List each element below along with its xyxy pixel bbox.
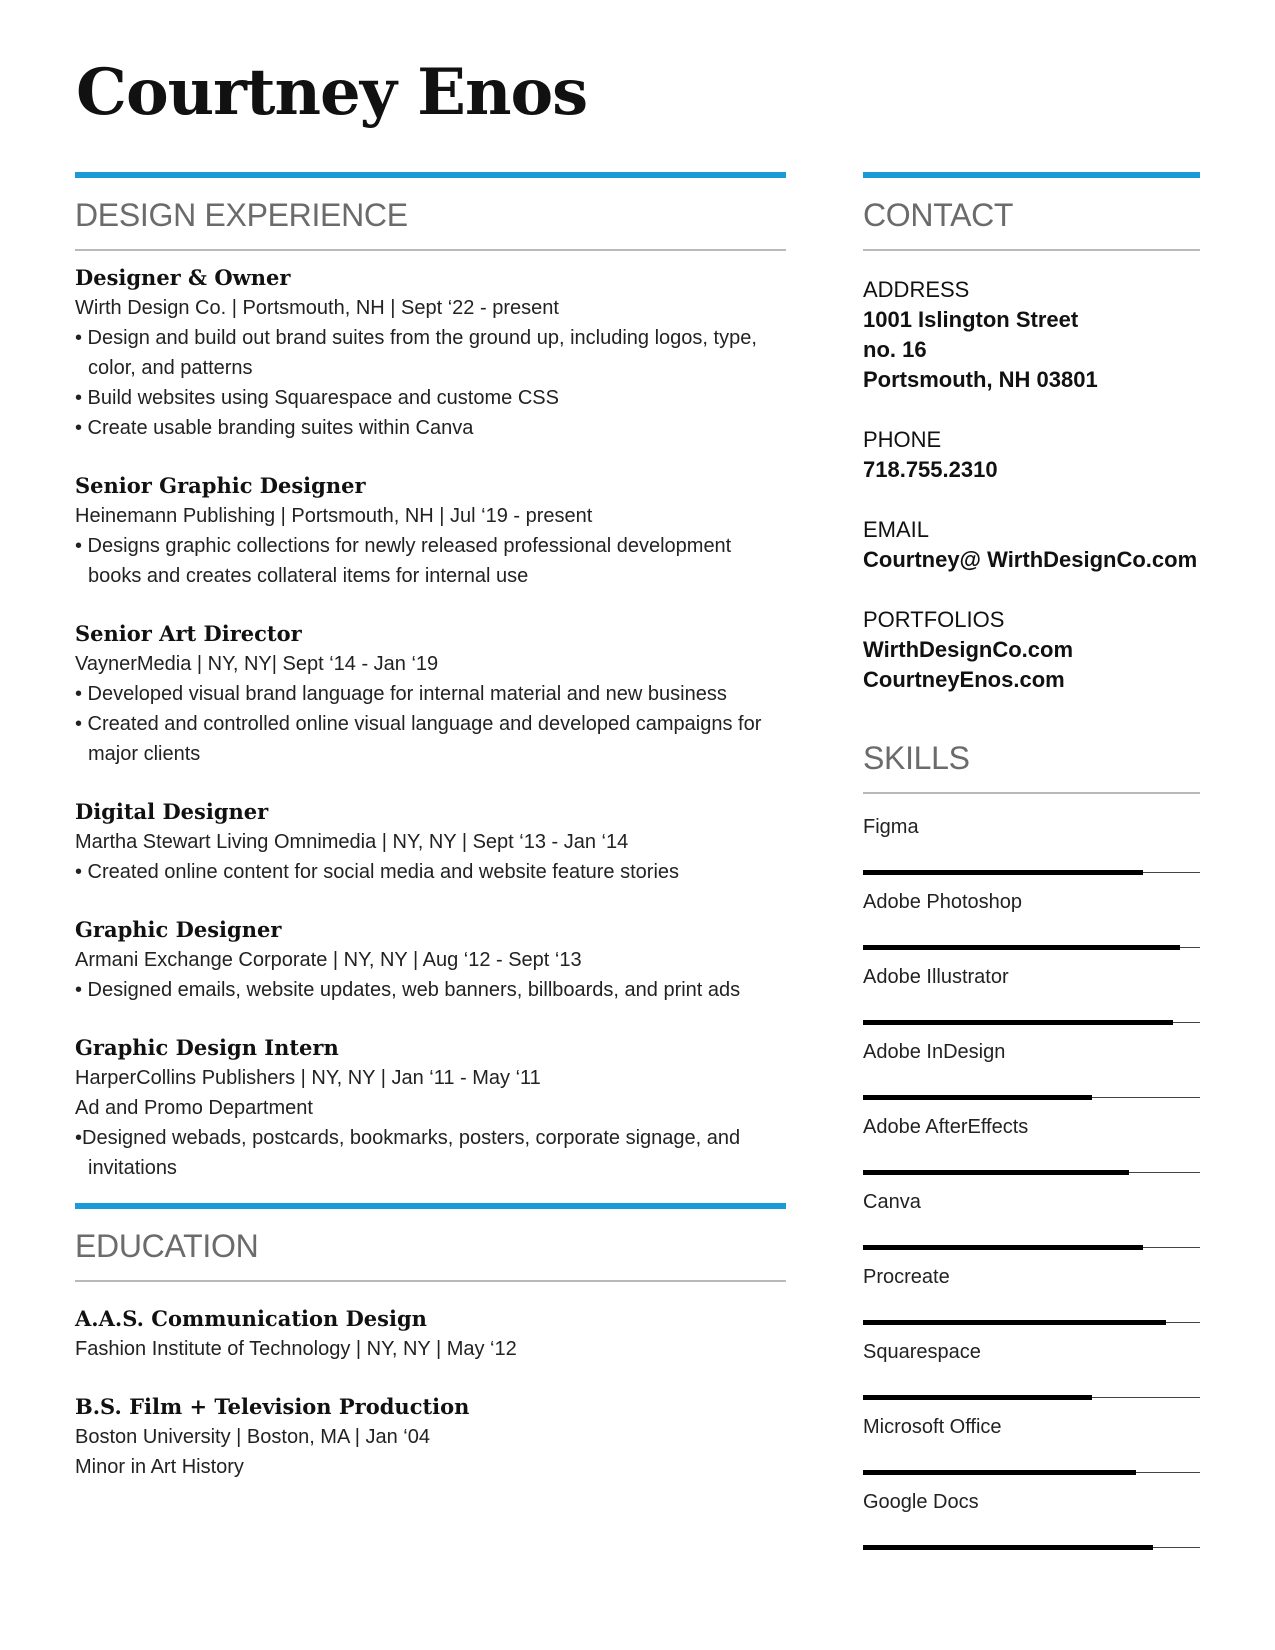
skill-name: Google Docs [863,1491,979,1514]
skill-name: Adobe InDesign [863,1041,1006,1064]
skill-track [863,1397,1200,1398]
job-title: Digital Designer [75,799,269,825]
right-column [863,172,1200,1556]
skills-list [863,806,1200,1556]
job-entry [75,797,786,887]
contact-value: WirthDesignCo.com [863,637,1074,663]
skill-row [863,881,1200,956]
job-detail: Ad and Promo Department [75,1097,313,1120]
skill-track [863,1322,1200,1323]
job-bullet: • Designed emails, website updates, web banners, billboards, and print ads [75,979,741,1002]
education-divider [75,1280,786,1282]
job-entry [75,471,786,591]
contact-value: Courtney@ WirthDesignCo.com [863,547,1198,573]
skill-track [863,1472,1200,1473]
contact-label: PHONE [863,427,942,453]
job-bullet: • Designs graphic collections for newly released professional development books and creates collateral items for internal use [75,535,732,588]
contact-label: ADDRESS [863,277,970,303]
skill-level-bar [863,1470,1136,1475]
skill-name: Adobe Illustrator [863,966,1009,989]
contact-value: no. 16 [863,337,927,363]
education-list [75,1304,786,1482]
skill-name: Adobe AfterEffects [863,1116,1029,1139]
job-bullet: • Build websites using Squarespace and custome CSS [75,387,559,410]
skill-level-bar [863,1320,1166,1325]
contact-value: CourtneyEnos.com [863,667,1065,693]
job-entry [75,619,786,769]
skill-name: Procreate [863,1266,950,1289]
skill-row [863,1481,1200,1556]
experience-heading: DESIGN EXPERIENCE [75,197,408,233]
skill-track [863,872,1200,873]
contact-group [863,275,1200,395]
job-bullet: • Design and build out brand suites from the ground up, including logos, type, color, and patterns [75,327,757,380]
experience-list [75,263,786,1183]
skill-row [863,956,1200,1031]
skill-level-bar [863,1095,1092,1100]
skill-name: Figma [863,816,919,839]
skill-row [863,1406,1200,1481]
contact-heading: CONTACT [863,197,1014,233]
job-title: Senior Art Director [75,621,302,647]
job-detail: Heinemann Publishing | Portsmouth, NH | Jul ‘19 - present [75,505,593,528]
job-detail: VaynerMedia | NY, NY| Sept ‘14 - Jan ‘19 [75,653,439,676]
education-detail: Boston University | Boston, MA | Jan ‘04 [75,1426,430,1449]
skill-row [863,1256,1200,1331]
job-bullet: • Developed visual brand language for internal material and new business [75,683,727,706]
job-bullet: • Created and controlled online visual language and developed campaigns for major clients [75,713,762,766]
job-detail: Armani Exchange Corporate | NY, NY | Aug ‘12 - Sept ‘13 [75,949,582,972]
contact-group [863,605,1200,695]
skill-row [863,806,1200,881]
degree-title: A.A.S. Communication Design [75,1306,427,1332]
job-title: Graphic Designer [75,917,282,943]
skills-heading: SKILLS [863,740,970,777]
skill-track [863,1247,1200,1248]
contact-group [863,515,1200,575]
education-detail: Fashion Institute of Technology | NY, NY | May ‘12 [75,1338,517,1361]
education-accent-rule [75,1203,786,1209]
degree-title: B.S. Film + Television Production [75,1394,470,1420]
skill-level-bar [863,1245,1143,1250]
job-entry [75,915,786,1005]
contact-accent-rule [863,172,1200,178]
experience-divider [75,249,786,251]
skill-level-bar [863,1545,1153,1550]
job-detail: HarperCollins Publishers | NY, NY | Jan ‘11 - May ‘11 [75,1067,541,1090]
job-entry [75,1033,786,1183]
education-entry [75,1392,786,1482]
education-entry [75,1304,786,1364]
skill-track [863,947,1200,948]
skill-level-bar [863,1020,1173,1025]
skills-divider [863,792,1200,794]
job-detail: Wirth Design Co. | Portsmouth, NH | Sept ‘22 - present [75,297,559,320]
skill-track [863,1097,1200,1098]
skill-row [863,1181,1200,1256]
education-heading: EDUCATION [75,1228,259,1265]
contact-divider [863,249,1200,251]
contact-value: Portsmouth, NH 03801 [863,367,1098,393]
skill-track [863,1547,1200,1548]
skill-row [863,1331,1200,1406]
job-entry [75,263,786,443]
skill-name: Adobe Photoshop [863,891,1023,914]
job-bullet: • Create usable branding suites within Canva [75,417,474,440]
contact-group [863,425,1200,485]
skill-name: Canva [863,1191,921,1214]
job-title: Senior Graphic Designer [75,473,366,499]
skill-row [863,1031,1200,1106]
left-column [75,172,786,1510]
job-detail: Martha Stewart Living Omnimedia | NY, NY | Sept ‘13 - Jan ‘14 [75,831,629,854]
contact-label: EMAIL [863,517,930,543]
experience-accent-rule [75,172,786,178]
skill-track [863,1172,1200,1173]
job-bullet: • Created online content for social media and website feature stories [75,861,680,884]
skill-row [863,1106,1200,1181]
skill-level-bar [863,945,1180,950]
skill-level-bar [863,1395,1092,1400]
education-detail: Minor in Art History [75,1456,244,1479]
contact-value: 1001 Islington Street [863,307,1079,333]
resume-name: Courtney Enos [76,55,588,130]
contact-label: PORTFOLIOS [863,607,1005,633]
job-title: Designer & Owner [75,265,291,291]
skill-track [863,1022,1200,1023]
job-title: Graphic Design Intern [75,1035,339,1061]
skill-name: Microsoft Office [863,1416,1002,1439]
skill-level-bar [863,870,1143,875]
skill-name: Squarespace [863,1341,981,1364]
job-bullet: •Designed webads, postcards, bookmarks, posters, corporate signage, and invitations [75,1127,741,1180]
contact-list [863,275,1200,695]
skill-level-bar [863,1170,1129,1175]
contact-value: 718.755.2310 [863,457,998,483]
